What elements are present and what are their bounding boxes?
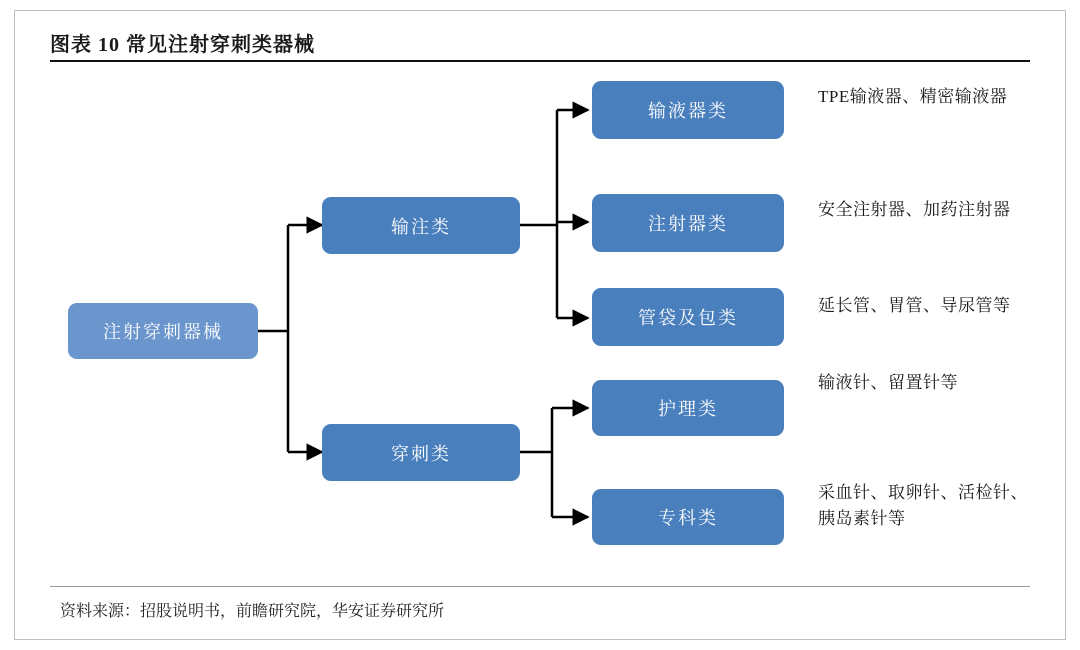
node-leaf-syringe[interactable]: 注射器类 (592, 194, 784, 252)
node-leaf-tube-bag[interactable]: 管袋及包类 (592, 288, 784, 346)
node-leaf-specialty[interactable]: 专科类 (592, 489, 784, 545)
node-root[interactable]: 注射穿刺器械 (68, 303, 258, 359)
figure-title: 图表 10 常见注射穿刺类器械 (50, 34, 315, 56)
footer-divider (50, 586, 1030, 587)
figure-source: 资料来源：招股说明书，前瞻研究院，华安证券研究所 (60, 603, 445, 620)
note-infusion-set: TPE输液器、精密输液器 (818, 87, 1008, 106)
node-branch-puncture[interactable]: 穿刺类 (322, 424, 520, 481)
note-specialty: 采血针、取卵针、活检针、胰岛素针等 (818, 483, 1028, 528)
note-syringe: 安全注射器、加药注射器 (818, 200, 1011, 219)
node-leaf-nursing[interactable]: 护理类 (592, 380, 784, 436)
node-leaf-infusion-set[interactable]: 输液器类 (592, 81, 784, 139)
node-branch-infusion[interactable]: 输注类 (322, 197, 520, 254)
note-nursing: 输液针、留置针等 (818, 373, 958, 392)
note-tube-bag: 延长管、胃管、导尿管等 (818, 296, 1011, 315)
